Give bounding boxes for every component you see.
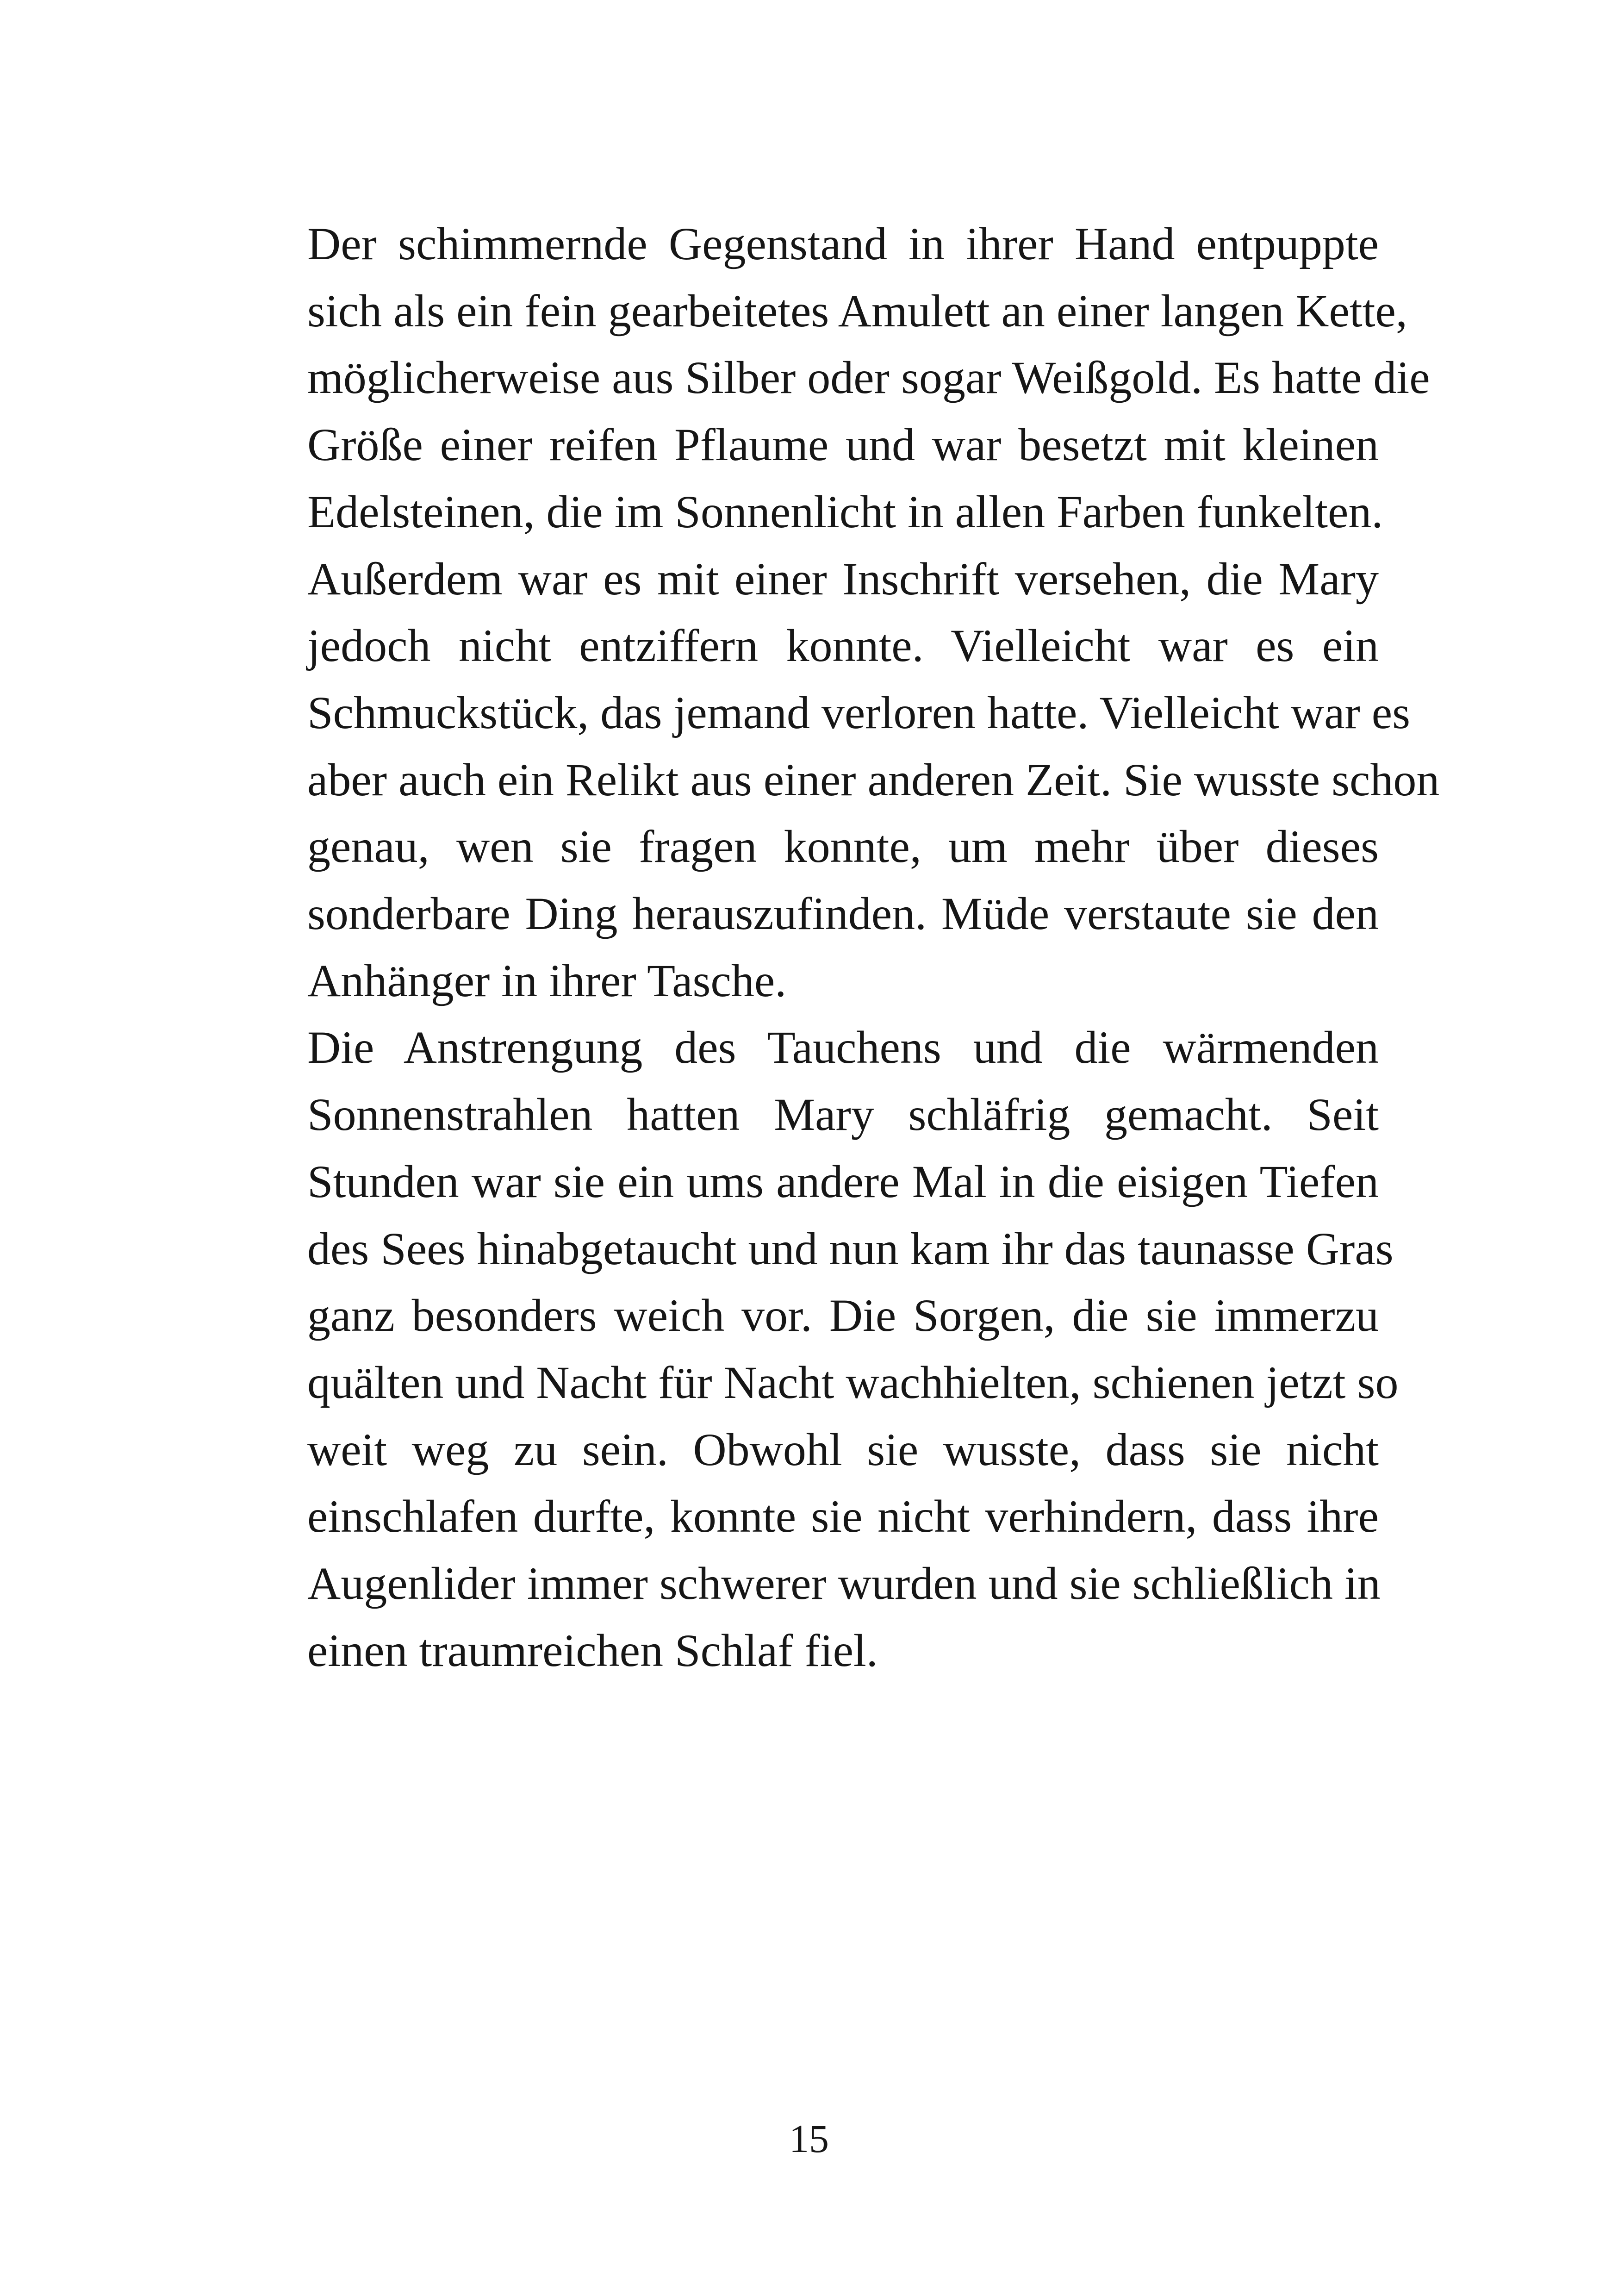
text-line: Anhänger in ihrer Tasche. [307, 955, 787, 1006]
text-line: des Sees hinabgetaucht und nun kam ihr das taunasse Gras [307, 1223, 1394, 1274]
text-line: Augenlider immer schwerer wurden und sie schließlich in [307, 1558, 1381, 1610]
text-line: Die Anstrengung des Tauchens und die wärmenden [307, 1022, 1379, 1073]
text-line: Schmuckstück, das jemand verloren hatte. Vielleicht war es [307, 686, 1411, 738]
paragraph-1 [253, 211, 1440, 1014]
text-line: quälten und Nacht für Nacht wachhielten, schienen jetzt so [307, 1356, 1399, 1408]
text-line: einschlafen durfte, konnte sie nicht verhindern, dass ihre [307, 1491, 1379, 1542]
text-line: aber auch ein Relikt aus einer anderen Zeit. Sie wusste schon [307, 754, 1440, 805]
text-line: möglicherweise aus Silber oder sogar Weißgold. Es hatte die [307, 352, 1430, 404]
text-line: Größe einer reifen Pflaume und war besetzt mit kleinen [307, 419, 1379, 471]
text-line: Edelsteinen, die im Sonnenlicht in allen Farben funkelten. [307, 486, 1383, 537]
text-line: Der schimmernde Gegenstand in ihrer Hand entpuppte [307, 218, 1379, 269]
text-line: weit weg zu sein. Obwohl sie wusste, dass sie nicht [307, 1423, 1379, 1475]
text-line: genau, wen sie fragen konnte, um mehr über dieses [307, 821, 1379, 873]
body-text [253, 211, 1440, 1684]
text-line: Stunden war sie ein ums andere Mal in die eisigen Tiefen [307, 1155, 1379, 1207]
paragraph-2 [253, 1014, 1399, 1684]
text-line: Außerdem war es mit einer Inschrift versehen, die Mary [307, 553, 1379, 605]
text-line: ganz besonders weich vor. Die Sorgen, die sie immerzu [307, 1290, 1379, 1341]
text-line: einen traumreichen Schlaf fiel. [307, 1624, 878, 1676]
text-line: sonderbare Ding herauszufinden. Müde verstaute sie den [307, 888, 1379, 940]
text-line: Sonnenstrahlen hatten Mary schläfrig gemacht. Seit [307, 1089, 1379, 1141]
text-line: sich als ein fein gearbeitetes Amulett an einer langen Kette, [307, 285, 1407, 337]
page-number: 15 [789, 2116, 829, 2161]
text-line: jedoch nicht entziffern konnte. Vielleicht war es ein [307, 620, 1379, 672]
